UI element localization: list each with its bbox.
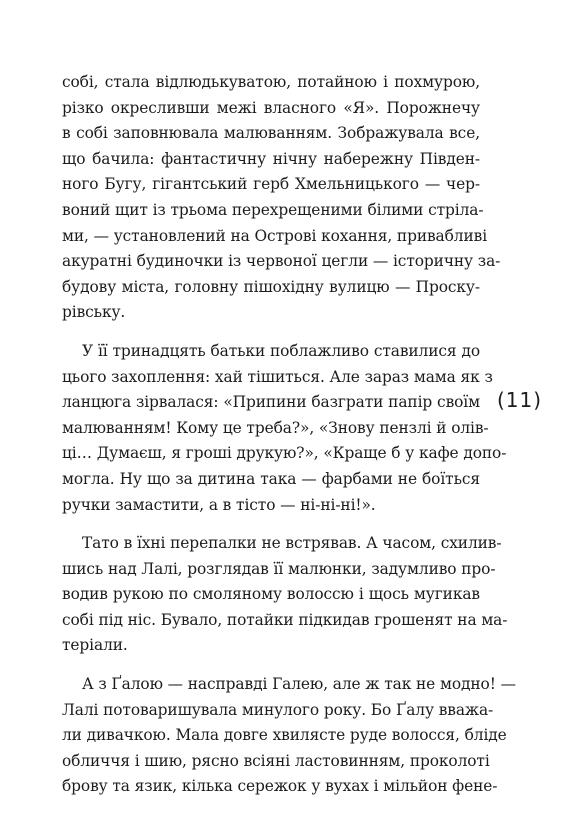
text-line: ці… Думаєш, я гроші друкую?», «Краще б у кафе допо- [62,444,507,463]
text-line: могла. Ну що за дитина така — фарбами не боїться [62,469,480,488]
text-line: ли дивачкою. Мала довге хвилясте руде волосся, бліде [62,726,507,745]
body-text [62,70,516,813]
text-line: У її тринадцять батьки поблажливо ставилися до [82,341,480,360]
text-line: цього захоплення: хай тішиться. Але зараз мама як з [62,367,493,386]
paragraph-4 [62,672,516,800]
paragraph-1 [62,70,501,326]
text-line: рівську. [62,303,126,322]
page-number: (11) [497,388,543,412]
text-line: малюванням! Кому це треба?», «Знову пензлі й олів- [62,418,489,437]
text-line: в собі заповнювала малюванням. Зображувала все, [62,124,480,143]
paragraph-2 [62,339,507,518]
text-line: ручки замастити, а в тісто — ні-ні-ні!». [62,495,376,514]
text-line: воний щит із трьома перехрещеними білими стріла- [62,200,484,219]
text-line: акуратні будиночки із червоної цегли — історичну за- [62,252,501,271]
text-line: водив рукою по смоляному волоссю і щось мугикав [62,585,480,604]
paragraph-3 [62,531,508,659]
text-line: ланцюга зірвалася: «Припини базграти папір своїм [62,393,480,412]
text-line: А з Ґалою — насправді Галею, але ж так не модно! — [82,675,516,694]
text-line: собі під ніс. Бувало, потайки підкидав грошенят на ма- [62,610,508,629]
text-line: Тато в їхні перепалки не встрявав. А часом, схилив- [82,534,502,553]
text-line: шись над Лалі, розглядав її малюнки, задумливо про- [62,559,496,578]
text-line: ного Бугу, гігантський герб Хмельницького — чер- [62,175,480,194]
text-line: Лалі потоваришувала минулого року. Бо Ґалу вважа- [62,700,494,719]
text-line: брову та язик, кілька сережок у вухах і мільйон фене- [62,777,498,796]
text-line: обличчя і шию, рясно всіяні ластовинням, проколоті [62,751,490,770]
text-line: теріали. [62,636,128,655]
text-line: що бачила: фантастичну нічну набережну Півден- [62,149,480,168]
text-line: ми, — установлений на Острові кохання, привабливі [62,226,488,245]
text-line: будову міста, головну пішохідну вулицю — Проску- [62,277,480,296]
text-line: собі, стала відлюдькуватою, потайною і похмурою, [62,73,480,91]
text-line: різко окресливши межі власного «Я». Порожнечу [62,98,480,117]
